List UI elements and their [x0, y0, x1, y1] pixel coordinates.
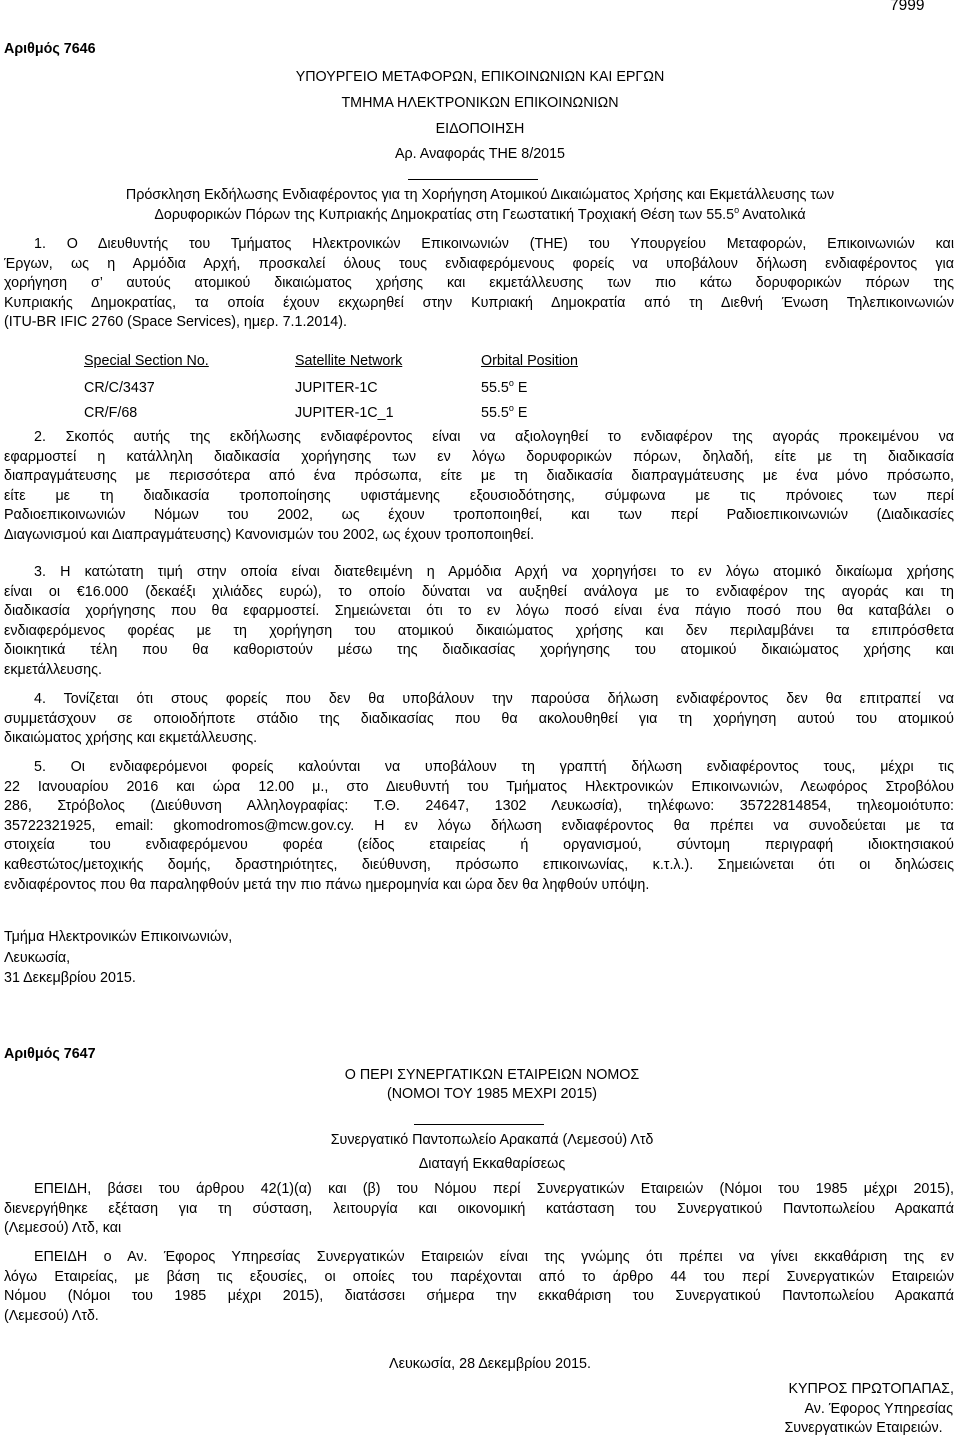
department-name: ΤΜΗΜΑ ΗΛΕΚΤΡΟΝΙΚΩΝ ΕΠΙΚΟΙΝΩΝΙΩΝ [341, 95, 619, 111]
signature-block [784, 1380, 954, 1439]
law-title: Ο ΠΕΡΙ ΣΥΝΕΡΓΑΤΙΚΩΝ ΕΤΑΙΡΕΙΩΝ ΝΟΜΟΣ [344, 1067, 640, 1083]
text-line: (Λεμεσού) Λτδ. [4, 1307, 99, 1324]
signature-line: ΚΥΠΡΟΣ ΠΡΩΤΟΠΑΠΑΣ, [788, 1381, 954, 1397]
order-title: Διαταγή Εκκαθαρίσεως [418, 1156, 566, 1172]
text-line: είναι οι €16.000 (δεκαέξι χιλιάδες ευρώ), το οποίο δύναται να αυξηθεί ανάλογα με το ενδιαφέρον της αγοράς και τη [4, 583, 954, 600]
text-line: Διαγωνισμού και Διαπραγμάτευσης) Κανονισμών του 2002, ως έχουν τροποποιηθεί. [4, 526, 535, 543]
text-line: εφαρμοστεί η κατάλληλη διαδικασία χορήγησης των εν λόγω δορυφορικών πόρων, δηλαδή, είτε με τη διαδικασία [4, 448, 954, 465]
signature-line: Αν. Έφορος Υπηρεσίας [804, 1400, 953, 1417]
notice-label: ΕΙΔΟΠΟΙΗΣΗ [435, 121, 525, 137]
text-line: ΕΠΕΙΔΗ ο Αν. Έφορος Υπηρεσίας Συνεργατικών Εταιρειών είναι της γνώμης ότι πρέπει να γίνει εκκαθάριση της εν [34, 1249, 954, 1265]
text-line: στοιχεία του ενδιαφερόμενου φορέα (είδος εταιρείας ή οργανισμού, σύντομη περιγραφή ιδιοκτησιακού [4, 837, 954, 854]
text-line: (Λεμεσού) Λτδ, και [4, 1220, 122, 1237]
text-line: 22 Ιανουαρίου 2016 και ώρα 12.00 μ., στο Διευθυντή του Τμήματος Ηλεκτρονικών Επικοινωνιών, Λεωφόρος Στροβόλου [4, 778, 954, 795]
table-cell-network: JUPITER-1C [295, 380, 378, 396]
table-cell-position: $55.5^o$ E [481, 378, 528, 396]
divider [408, 179, 538, 180]
text-line: Κυπριακής Δημοκρατίας, τα οποία έχουν εκχωρηθεί στην Κυπριακή Δημοκρατία από τη Διεθνή Ένωση Τηλεπικοινωνιών [4, 294, 954, 311]
law-subtitle: (ΝΟΜΟΙ ΤΟΥ 1985 ΜΕΧΡΙ 2015) [386, 1086, 598, 1102]
text-line: 35722321925, email: gkomodromos@mcw.gov.cy. Η εν λόγω δήλωση ενδιαφέροντος θα πρέπει να συνοδεύεται με τα [4, 817, 954, 834]
divider [414, 1124, 544, 1125]
text-line: ΕΠΕΙΔΗ, βάσει του άρθρου 42(1)(α) και (β) του Νόμου περί Συνεργατικών Εταιρειών (Νόμοι του 1985 μέχρι 2015), [34, 1181, 954, 1197]
text-line: 286, Στρόβολος (Διεύθυνση Αλληλογραφίας: Τ.Θ. 24647, 1302 Λευκωσία), τηλέφωνο: 35722814854, τηλεομοιότυπο: [4, 798, 954, 815]
table-cell-section: CR/C/3437 [84, 380, 155, 396]
title-line: Πρόσκληση Εκδήλωσης Ενδιαφέροντος για τη Χορήγηση Ατομικού Δικαιώματος Χρήσης και Εκμετάλλευσης των [125, 187, 835, 203]
signature-line: Συνεργατικών Εταιρειών. [784, 1420, 943, 1437]
text-line: ενδιαφερόμενος φορέας με τη χορήγηση του ατομικού δικαιώματος χρήσης και δεν περιλαμβάνει τα επιπρόσθετα [4, 622, 954, 639]
paragraph-4 [4, 690, 954, 749]
text-line: συμμετάσχουν σε οποιοδήποτε στάδιο της διαδικασίας που θα ακολουθηθεί για τη χορήγηση αυτού του ατομικού [4, 710, 954, 727]
notice-number: Αριθμός 7647 [4, 1046, 96, 1062]
notice-number: Αριθμός 7646 [4, 41, 96, 57]
text-line: ενδιαφέροντος που θα παραληφθούν μετά την πιο πάνω ημερομηνία και ώρα δεν θα ληφθούν υπόψη. [4, 876, 650, 893]
text-line: 3. Η κατώτατη τιμή στην οποία είναι διατεθειμένη η Αρμόδια Αρχή να χορηγήσει το εν λόγω ατομικό δικαίωμα χρήσης [34, 564, 954, 580]
text-line: δικαιώματος χρήσης και εκμετάλλευσης. [4, 730, 258, 747]
signature-block [4, 928, 232, 989]
title-text: Δορυφορικών Πόρων της Κυπριακής Δημοκρατίας στη Γεωστατική Τροχιακή Θέση των 55.5 [154, 207, 735, 223]
signature-line: 31 Δεκεμβρίου 2015. [4, 970, 136, 987]
reference-number: Αρ. Αναφοράς ΤΗΕ 8/2015 [394, 146, 566, 162]
table-cell-section: CR/F/68 [84, 405, 138, 421]
title-text: Ανατολικά [739, 207, 806, 223]
text-line: διενεργήθηκε εξέταση για τη σύσταση, λειτουργία και οικονομική κατάσταση του Συνεργατικού Παντοπωλείου Αρακαπά [4, 1200, 954, 1217]
signature-line: Λευκωσία, [4, 949, 71, 966]
signature-line: Τμήμα Ηλεκτρονικών Επικοινωνιών, [4, 929, 233, 945]
text-line: διαπραγμάτευσης με περισσότερα από ένα πρόσωπα, είτε με τη διαδικασία διαπραγμάτευσης με ένα μόνο πρόσωπο, [4, 468, 954, 485]
text-line: διαδικασία χορήγησης που θα εφαρμοστεί. Σημειώνεται ότι το εν λόγω ποσό είναι ένα πάγιο ποσό που θα καταβάλει ο [4, 603, 954, 620]
paragraph-1 [4, 235, 954, 333]
degree-mark: ο [734, 205, 740, 215]
table-cell-network: JUPITER-1C_1 [295, 405, 394, 421]
text-line: Έργων, ως η Αρμόδια Αρχή, προσκαλεί όλους τους ενδιαφερόμενους φορείς να υποβάλουν δήλωση ενδιαφέροντος για [4, 255, 954, 272]
whereas-paragraph-2 [4, 1248, 954, 1326]
paragraph-2 [4, 428, 954, 546]
order-date: Λευκωσία, 28 Δεκεμβρίου 2015. [389, 1356, 591, 1372]
text-line: 2. Σκοπός αυτής της εκδήλωσης ενδιαφέροντος είναι να αξιολογηθεί το ενδιαφέρον της αγοράς προκειμένου να [34, 429, 954, 445]
text-line: 1. Ο Διευθυντής του Τμήματος Ηλεκτρονικών Επικοινωνιών (ΤΗΕ) του Υπουργείου Μεταφορών, Επικοινωνιών και [34, 236, 954, 252]
ministry-name: ΥΠΟΥΡΓΕΙΟ ΜΕΤΑΦΟΡΩΝ, ΕΠΙΚΟΙΝΩΝΙΩΝ ΚΑΙ ΕΡΓΩΝ [295, 69, 665, 85]
table-header-position: Orbital Position [481, 353, 578, 369]
text-line: καθεστώτος/μετοχικής δομής, δραστηριότητες, διεύθυνση, πρόσωπο επικοινωνίας, κ.τ.λ.). Σημειώνεται ότι οι δηλώσεις [4, 856, 954, 873]
text-line: χορήγηση σ’ αυτούς ατομικού δικαιώματος χρήσης και εκμετάλλευσης των πιο κάτω δορυφορικών πόρων της [4, 275, 954, 292]
title-line [0, 206, 960, 226]
text-line: Ραδιοεπικοινωνιών Νόμων του 2002, ως έχουν τροποποιηθεί, και των περί Ραδιοεπικοινωνιών (Διαδικασίες [4, 507, 954, 524]
paragraph-5 [4, 758, 954, 895]
text-line: είτε με τη διαδικασία τροποποίησης υφιστάμενης εξουσιοδότησης, σύμφωνα με τις πρόνοιες των περί [4, 487, 954, 504]
text-line: (ITU-BR IFIC 2760 (Space Services), ημερ. 7.1.2014). [4, 314, 347, 331]
table-cell-position: $55.5^o$ E [481, 403, 528, 421]
text-line: 4. Τονίζεται ότι στους φορείς που δεν θα υποβάλουν την παρούσα δήλωση ενδιαφέροντος δεν θα επιτραπεί να [34, 691, 954, 707]
text-line: 5. Οι ενδιαφερόμενοι φορείς καλούνται να υποβάλουν τη γραπτή δήλωση ενδιαφέροντος τους, μέχρι τις [34, 759, 954, 775]
text-line: λόγω Εταιρείας, με βάση τις εξουσίες, οι οποίες του παρέχονται από το άρθρο 44 του περί Συνεργατικών Εταιρειών [4, 1268, 954, 1285]
table-header-section: Special Section No. [84, 353, 209, 369]
text-line: Νόμου (Νόμοι του 1985 μέχρι 2015), διατάσσει σήμερα την εκκαθάριση του Συνεργατικού Παντοπωλείου Αρακαπά [4, 1288, 954, 1305]
company-name: Συνεργατικό Παντοπωλείο Αρακαπά (Λεμεσού) Λτδ [330, 1132, 654, 1148]
whereas-paragraph-1 [4, 1180, 954, 1239]
paragraph-3 [4, 563, 954, 681]
text-line: εκμετάλλευσης. [4, 661, 102, 678]
page-number: 7999 [890, 0, 925, 14]
table-header-network: Satellite Network [295, 353, 403, 369]
text-line: διοικητικά τέλη που θα καθοριστούν μέσω της διαδικασίας χορήγησης του ατομικού δικαιώματος χρήσης και [4, 642, 954, 659]
